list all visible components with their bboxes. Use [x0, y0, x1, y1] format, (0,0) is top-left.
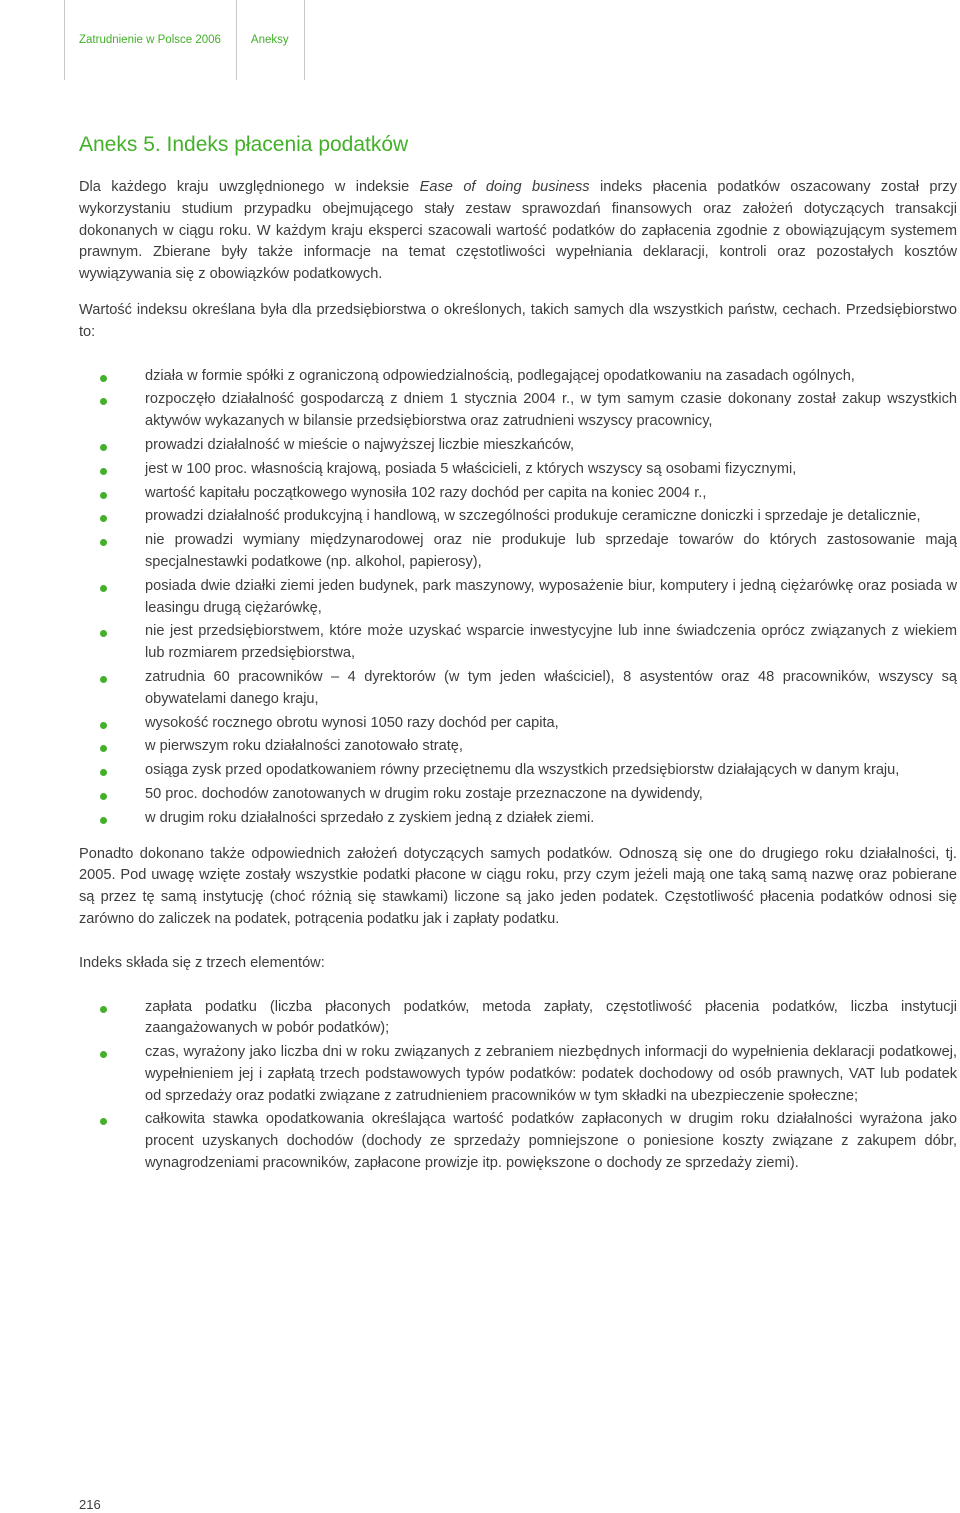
list-item: rozpoczęło działalność gospodarczą z dniem 1 stycznia 2004 r., w tym samym czasie dokonany został zakup wszystkich aktywów wykazanych w bilansie przedsiębiorstwa oraz zatrudnieni wszyscy pracownicy, — [79, 389, 957, 433]
enterprise-paragraph: Wartość indeksu określana była dla przedsiębiorstwa o określonych, takich samych dla wszystkich państw, cechach. Przedsiębiorstwo to: — [79, 301, 957, 340]
header-tab-section: Aneksy — [237, 0, 305, 80]
list-item: prowadzi działalność w mieście o najwyższej liczbie mieszkańców, — [79, 435, 957, 457]
intro-text-end: indeks płacenia podatków oszacowany został przy wykorzystaniu studium przypadku obejmującego stały zestaw sprawozdań finansowych oraz założeń dotyczących transakcji dokonanych w ciągu roku. W każdym kraju eksperci szacowali wartość podatków do zapłacenia zgodnie z obowiązującym systemem prawnym. Zbierane były także informacje na temat częstotliwości wypełniania deklaracji, kontroli oraz pozostałych kosztów wywiązywania się z obowiązków podatkowych. — [79, 179, 957, 283]
list-item: prowadzi działalność produkcyjną i handlową, w szczególności produkuje ceramiczne doniczki i sprzedaje je detalicznie, — [79, 506, 957, 528]
list-item: wartość kapitału początkowego wynosiła 102 razy dochód per capita na koniec 2004 r., — [79, 483, 957, 505]
tax-assumptions-paragraph: Ponadto dokonano także odpowiednich założeń dotyczących samych podatków. Odnoszą się one do drugiego roku działalności, tj. 2005. Pod uwagę wzięte zostały wszystkie podatki płacone w ciągu roku, przy czym jeżeli mają one taką samą nazwę oraz pobierane są przez tę samą instytucję (choć różnią się stawkami) liczone są jako jeden podatek. Częstotliwość płacenia podatków odnosi się zarówno do zaliczek na podatek, potrącenia podatku jak i zapłaty podatku. — [79, 845, 957, 927]
intro-index-name: Ease of doing business — [419, 179, 590, 195]
list-item: nie prowadzi wymiany międzynarodowej oraz nie produkuje lub sprzedaje towarów do których zastosowanie mają specjalnestawki podatkowe (np. alkohol, papierosy), — [79, 530, 957, 574]
list-item: całkowita stawka opodatkowania określająca wartość podatków zapłaconych w drugim roku działalności wyrażona jako procent uzyskanych dochodów (dochody ze sprzedaży pomniejszone o poniesione koszty związane z zakupem dóbr, wynagrodzeniami pracowników, zapłacone prowizje itp. powiększone o dochody ze sprzedaży ziemi). — [79, 1109, 957, 1174]
list-item: osiąga zysk przed opodatkowaniem równy przeciętnemu dla wszystkich przedsiębiorstw działających w danym kraju, — [79, 760, 957, 782]
list-item: czas, wyrażony jako liczba dni w roku związanych z zebraniem niezbędnych informacji do wypełnienia deklaracji podatkowej, wypełnieniem jej i zapłatą trzech podstawowych typów podatków: podatek dochodowy od osób prawnych, VAT lub podatek od sprzedaży oraz podatki związane z zatrudnieniem pracowników w tym składki na ubezpieczenie społeczne; — [79, 1042, 957, 1107]
list-item: jest w 100 proc. własnością krajową, posiada 5 właścicieli, z których wszyscy są osobami fizycznymi, — [79, 459, 957, 481]
list-item: zatrudnia 60 pracowników – 4 dyrektorów (w tym jeden właściciel), 8 asystentów oraz 48 pracowników, wszyscy są obywatelami danego kraju, — [79, 667, 957, 711]
running-header — [64, 0, 305, 80]
list-item: wysokość rocznego obrotu wynosi 1050 razy dochód per capita, — [79, 713, 957, 735]
enterprise-assumptions-list — [79, 366, 957, 830]
page-number: 216 — [79, 1497, 101, 1512]
index-elements-paragraph: Indeks składa się z trzech elementów: — [79, 954, 325, 971]
page-title: Aneks 5. Indeks płacenia podatków — [79, 133, 409, 156]
index-elements-list — [79, 997, 957, 1175]
list-item: w pierwszym roku działalności zanotowało stratę, — [79, 736, 957, 758]
list-item: zapłata podatku (liczba płaconych podatków, metoda zapłaty, częstotliwość płacenia podatków, liczba instytucji zaangażowanych w pobór podatków); — [79, 997, 957, 1041]
list-item: w drugim roku działalności sprzedało z zyskiem jedną z działek ziemi. — [79, 808, 957, 830]
body-text — [79, 177, 957, 1175]
intro-paragraph — [79, 177, 957, 286]
header-tab-publication: Zatrudnienie w Polsce 2006 — [64, 0, 237, 80]
intro-text-start: Dla każdego kraju uwzględnionego w indeksie — [79, 179, 420, 195]
list-item: 50 proc. dochodów zanotowanych w drugim roku zostaje przeznaczone na dywidendy, — [79, 784, 957, 806]
list-item: nie jest przedsiębiorstwem, które może uzyskać wsparcie inwestycyjne lub inne świadczenia oprócz związanych z wiekiem lub rozmiarem przedsiębiorstwa, — [79, 621, 957, 665]
list-item: działa w formie spółki z ograniczoną odpowiedzialnością, podlegającej opodatkowaniu na zasadach ogólnych, — [79, 366, 957, 388]
list-item: posiada dwie działki ziemi jeden budynek, park maszynowy, wyposażenie biur, komputery i jedną ciężarówkę oraz posiada w leasingu drugą ciężarówkę, — [79, 576, 957, 620]
